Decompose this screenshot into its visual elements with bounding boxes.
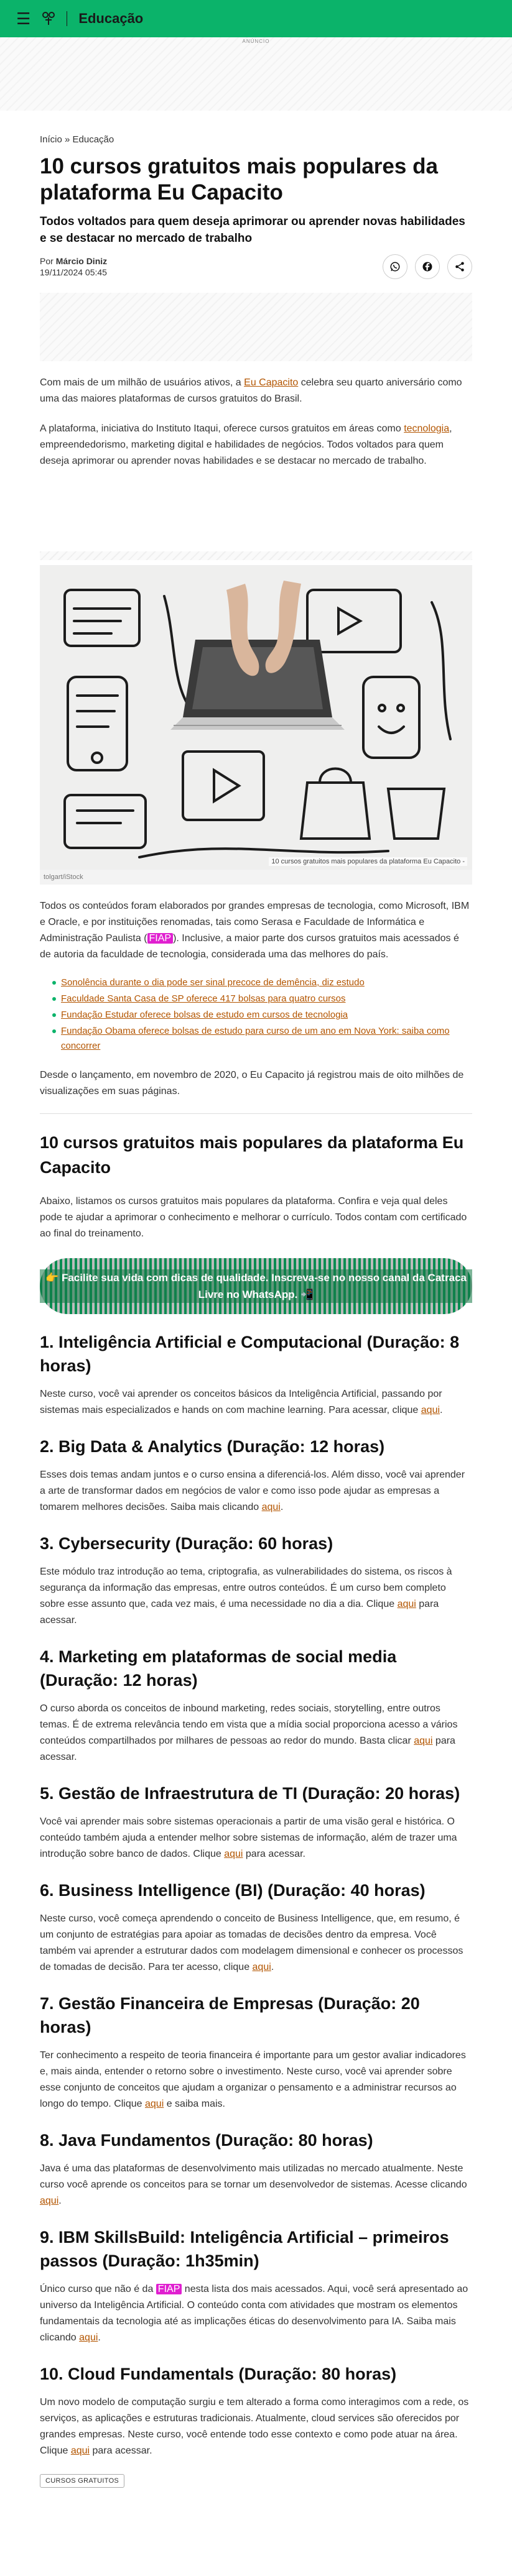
text: . <box>440 1405 443 1415</box>
course-link[interactable]: aqui <box>79 2332 98 2343</box>
text: para acessar. <box>243 1849 305 1859</box>
course-link[interactable]: aqui <box>421 1405 440 1415</box>
menu-icon[interactable]: ☰ <box>16 9 31 28</box>
course-section <box>40 1330 472 1419</box>
course-description <box>40 1467 472 1516</box>
course-link[interactable]: aqui <box>70 2445 90 2456</box>
course-link[interactable]: aqui <box>414 1736 433 1746</box>
paragraph-intro <box>40 375 472 407</box>
text: Ter conhecimento a respeito de teoria financeira é importante para um gestor avaliar indicadores e, mais ainda, entender o retorno sobre o investimento. Neste curso, você vai aprender sobre esse conjunto de conceitos que ajudam a organizar o pensamento e a administrar recursos ao longo do tempo. Clique <box>40 2050 466 2109</box>
text: Java é uma das plataformas de desenvolvimento mais utilizadas no mercado atualmente. Neste curso você aprende os conceitos para se tornar um desenvolvedor de sistemas. Acesse clicando <box>40 2163 467 2190</box>
image-credit: tolgart/iStock <box>40 870 472 885</box>
eu-capacito-link[interactable]: Eu Capacito <box>244 377 299 388</box>
list-item <box>52 1024 472 1054</box>
bullet <box>52 981 56 985</box>
whatsapp-channel-cta[interactable] <box>40 1258 472 1314</box>
related-link[interactable]: Faculdade Santa Casa de SP oferece 417 bolsas para quatro cursos <box>61 993 346 1004</box>
course-description <box>40 2048 472 2112</box>
fiap-highlight[interactable]: FIAP <box>147 933 174 944</box>
text: . <box>98 2332 101 2343</box>
course-section <box>40 1645 472 1765</box>
course-description <box>40 1386 472 1419</box>
text: para acessar. <box>40 1599 439 1626</box>
course-title: 3. Cybersecurity (Duração: 60 horas) <box>40 1534 333 1553</box>
course-title: 6. Business Intelligence (BI) (Duração: 40 horas) <box>40 1881 426 1900</box>
course-description <box>40 1911 472 1976</box>
list-item <box>52 1008 472 1023</box>
bullet <box>52 997 56 1001</box>
paragraph-list-intro: Abaixo, listamos os cursos gratuitos mais populares da plataforma. Confira e veja qual deles pode te ajudar a aprimorar o conhecimento e melhorar o currículo. Todos contam com certificado ao final do treinamento. <box>40 1196 467 1239</box>
text: Neste curso, você começa aprendendo o conceito de Business Intelligence, que, em resumo, é um conjunto de estratégias para apoiar as tomadas de decisões dentro da empresa. Você também vai aprender a estruturar dados com modelagem dimensional e conhecer os processos de tomadas de decisão. Para ter acesso, clique <box>40 1913 463 1972</box>
share-icon[interactable] <box>447 254 472 279</box>
logo-icon[interactable] <box>42 11 55 26</box>
course-title: 4. Marketing em plataformas de social media (Duração: 12 horas) <box>40 1647 397 1690</box>
text: Neste curso, você vai aprender os conceitos básicos da Inteligência Artificial, passando por sistemas mais especializados e hands on com machine learning. Para acessar, clique <box>40 1389 442 1415</box>
courses-list <box>40 1330 472 2459</box>
course-title: 1. Inteligência Artificial e Computacional (Duração: 8 horas) <box>40 1333 460 1375</box>
list-item <box>52 991 472 1006</box>
bullet <box>52 1029 56 1033</box>
course-title: 9. IBM SkillsBuild: Inteligência Artificial – primeiros passos (Duração: 1h35min) <box>40 2228 449 2270</box>
text: A plataforma, iniciativa do Instituto Itaqui, oferece cursos gratuitos em áreas como <box>40 423 404 434</box>
tecnologia-link[interactable]: tecnologia <box>404 423 450 434</box>
ad-banner-top[interactable] <box>0 37 512 111</box>
bullet <box>52 1013 56 1017</box>
section-heading: 10 cursos gratuitos mais populares da plataforma Eu Capacito <box>40 1133 464 1177</box>
text: . <box>58 2196 62 2206</box>
text: celebra seu quarto aniversário como uma das maiores plataformas de cursos gratuitos do Brasil. <box>40 377 462 404</box>
publish-date: 19/11/2024 05:45 <box>40 267 107 277</box>
tag-cursos-gratuitos[interactable]: CURSOS GRATUITOS <box>40 2474 124 2488</box>
text: O curso aborda os conceitos de inbound marketing, redes sociais, storytelling, entre outros temas. É de extrema relevância tendo em vista que a mídia social proporciona acesso a vários conteúdos compartilhados por milhares de pessoas ao redor do mundo. Basta clicar <box>40 1703 458 1746</box>
course-link[interactable]: aqui <box>397 1599 416 1609</box>
course-section <box>40 2128 472 2209</box>
article-image <box>40 565 472 870</box>
course-section <box>40 2225 472 2346</box>
course-description <box>40 1701 472 1765</box>
divider <box>40 1113 472 1114</box>
related-link[interactable]: Fundação Estudar oferece bolsas de estudo em cursos de tecnologia <box>61 1010 348 1020</box>
whatsapp-icon[interactable] <box>383 254 407 279</box>
course-link[interactable]: aqui <box>145 2099 164 2109</box>
text: para acessar. <box>90 2445 152 2456</box>
course-title: 2. Big Data & Analytics (Duração: 12 horas) <box>40 1437 385 1456</box>
text: Com mais de um milhão de usuários ativos, a <box>40 377 244 388</box>
course-description <box>40 2161 472 2209</box>
image-caption: 10 cursos gratuitos mais populares da plataforma Eu Capacito - <box>269 857 467 866</box>
text: Todos os conteúdos foram elaborados por grandes empresas de tecnologia, como Microsoft, IBM e Oracle, e por instituições renomadas, tais como Serasa e Faculdade de Informática e Administração Paulista ( <box>40 901 470 944</box>
section-title[interactable]: Educação <box>78 11 144 26</box>
course-link[interactable]: aqui <box>261 1502 281 1512</box>
course-description <box>40 1564 472 1629</box>
text: Esses dois temas andam juntos e o curso ensina a diferenciá-los. Além disso, você vai aprender a arte de transformar dados em negócios de valor e como isso pode ajudar as empresas a tomarem melhores decisões. Saiba mais clicando <box>40 1470 465 1512</box>
course-title: 5. Gestão de Infraestrutura de TI (Duração: 20 horas) <box>40 1784 460 1803</box>
text: nesta lista dos mais acessados. Aqui, você será apresentado ao universo da Inteligência Artificial. O conteúdo conta com atividades que mostram os elementos fundamentais da tecnologia até as implicações éticas do desenvolvimento para IA. Saiba mais clicando <box>40 2284 468 2343</box>
course-section <box>40 2362 472 2459</box>
meta-row <box>40 254 472 279</box>
course-title: 8. Java Fundamentos (Duração: 80 horas) <box>40 2131 373 2150</box>
list-item <box>52 975 472 990</box>
text: Você vai aprender mais sobre sistemas operacionais a partir de uma visão geral e histórica. O conteúdo também ajuda a entender melhor sobre sistemas de informação, além de trazer uma introdução sobre banco de dados. Clique <box>40 1816 457 1859</box>
course-link[interactable]: aqui <box>224 1849 243 1859</box>
text: ). Inclusive, a maior parte dos cursos gratuitos mais acessados é de autoria da faculdade de tecnologia, considerada uma das melhores do país. <box>40 933 459 960</box>
ad-label: ANÚNCIO <box>242 39 270 44</box>
course-description <box>40 2281 472 2346</box>
article-subtitle: Todos voltados para quem deseja aprimorar ou aprender novas habilidades e se destacar no mercado de trabalho <box>40 215 465 245</box>
cta-text: 👉 Facilite sua vida com dicas de qualidade. Inscreva-se no nosso canal da Catraca Livre no WhatsApp. 📲 <box>40 1269 472 1303</box>
related-link[interactable]: Sonolência durante o dia pode ser sinal precoce de demência, diz estudo <box>61 977 365 988</box>
text: para acessar. <box>40 1736 455 1762</box>
byline <box>40 255 107 278</box>
text: . <box>271 1962 274 1972</box>
article-title: 10 cursos gratuitos mais populares da plataforma Eu Capacito <box>40 154 438 205</box>
course-title: 7. Gestão Financeira de Empresas (Duração: 20 horas) <box>40 1994 420 2036</box>
share-bar <box>383 254 472 279</box>
facebook-icon[interactable] <box>415 254 440 279</box>
course-section <box>40 1435 472 1516</box>
text: . <box>280 1502 284 1512</box>
course-section <box>40 1782 472 1862</box>
laptop <box>170 640 345 730</box>
text: Único curso que não é da <box>40 2284 156 2294</box>
related-link[interactable]: Fundação Obama oferece bolsas de estudo para curso de um ano em Nova York: saiba como concorrer <box>61 1026 450 1051</box>
breadcrumb[interactable]: Início » Educação <box>40 134 114 145</box>
text: , empreendedorismo, marketing digital e habilidades de negócios. Todos voltados para quem deseja aprimorar ou aprender novas habilidades e se destacar no mercado de trabalho. <box>40 423 452 466</box>
site-header <box>0 0 512 37</box>
byline-prefix: Por <box>40 256 54 266</box>
article <box>0 134 512 2488</box>
text: Este módulo traz introdução ao tema, criptografia, as vulnerabilidades do sistema, os riscos à segurança da informação das empresas, entre outros conteúdos. É um curso bem completo sobre esse assunto que, cada vez mais, é uma necessidade no dia a dia. Clique <box>40 1566 452 1609</box>
paragraph-platform <box>40 421 472 469</box>
course-description <box>40 1814 472 1862</box>
paragraph-launch: Desde o lançamento, em novembro de 2020, o Eu Capacito já registrou mais de oito milhões de visualizações em suas páginas. <box>40 1070 464 1097</box>
text: Um novo modelo de computação surgiu e tem alterado a forma como interagimos com a rede, os serviços, as aplicações e estruturas tradicionais. Atualmente, cloud services são oferecidos por grandes empresas. Neste curso, você entende todo esse contexto e como pode atuar na área. Clique <box>40 2397 469 2456</box>
laptop-doodle-illustration <box>40 565 472 870</box>
ad-strip <box>40 551 472 560</box>
related-links <box>40 975 472 1054</box>
course-title: 10. Cloud Fundamentals (Duração: 80 horas) <box>40 2365 397 2383</box>
ad-banner-mid[interactable] <box>40 293 472 361</box>
author-name[interactable]: Márcio Diniz <box>55 256 108 266</box>
course-section <box>40 1992 472 2112</box>
course-section <box>40 1879 472 1976</box>
course-description <box>40 2394 472 2459</box>
course-link[interactable]: aqui <box>40 2196 59 2206</box>
course-section <box>40 1532 472 1629</box>
text: e saiba mais. <box>164 2099 225 2109</box>
course-link[interactable]: aqui <box>252 1962 271 1972</box>
fiap-highlight[interactable]: FIAP <box>156 2284 182 2294</box>
paragraph-companies <box>40 898 472 963</box>
